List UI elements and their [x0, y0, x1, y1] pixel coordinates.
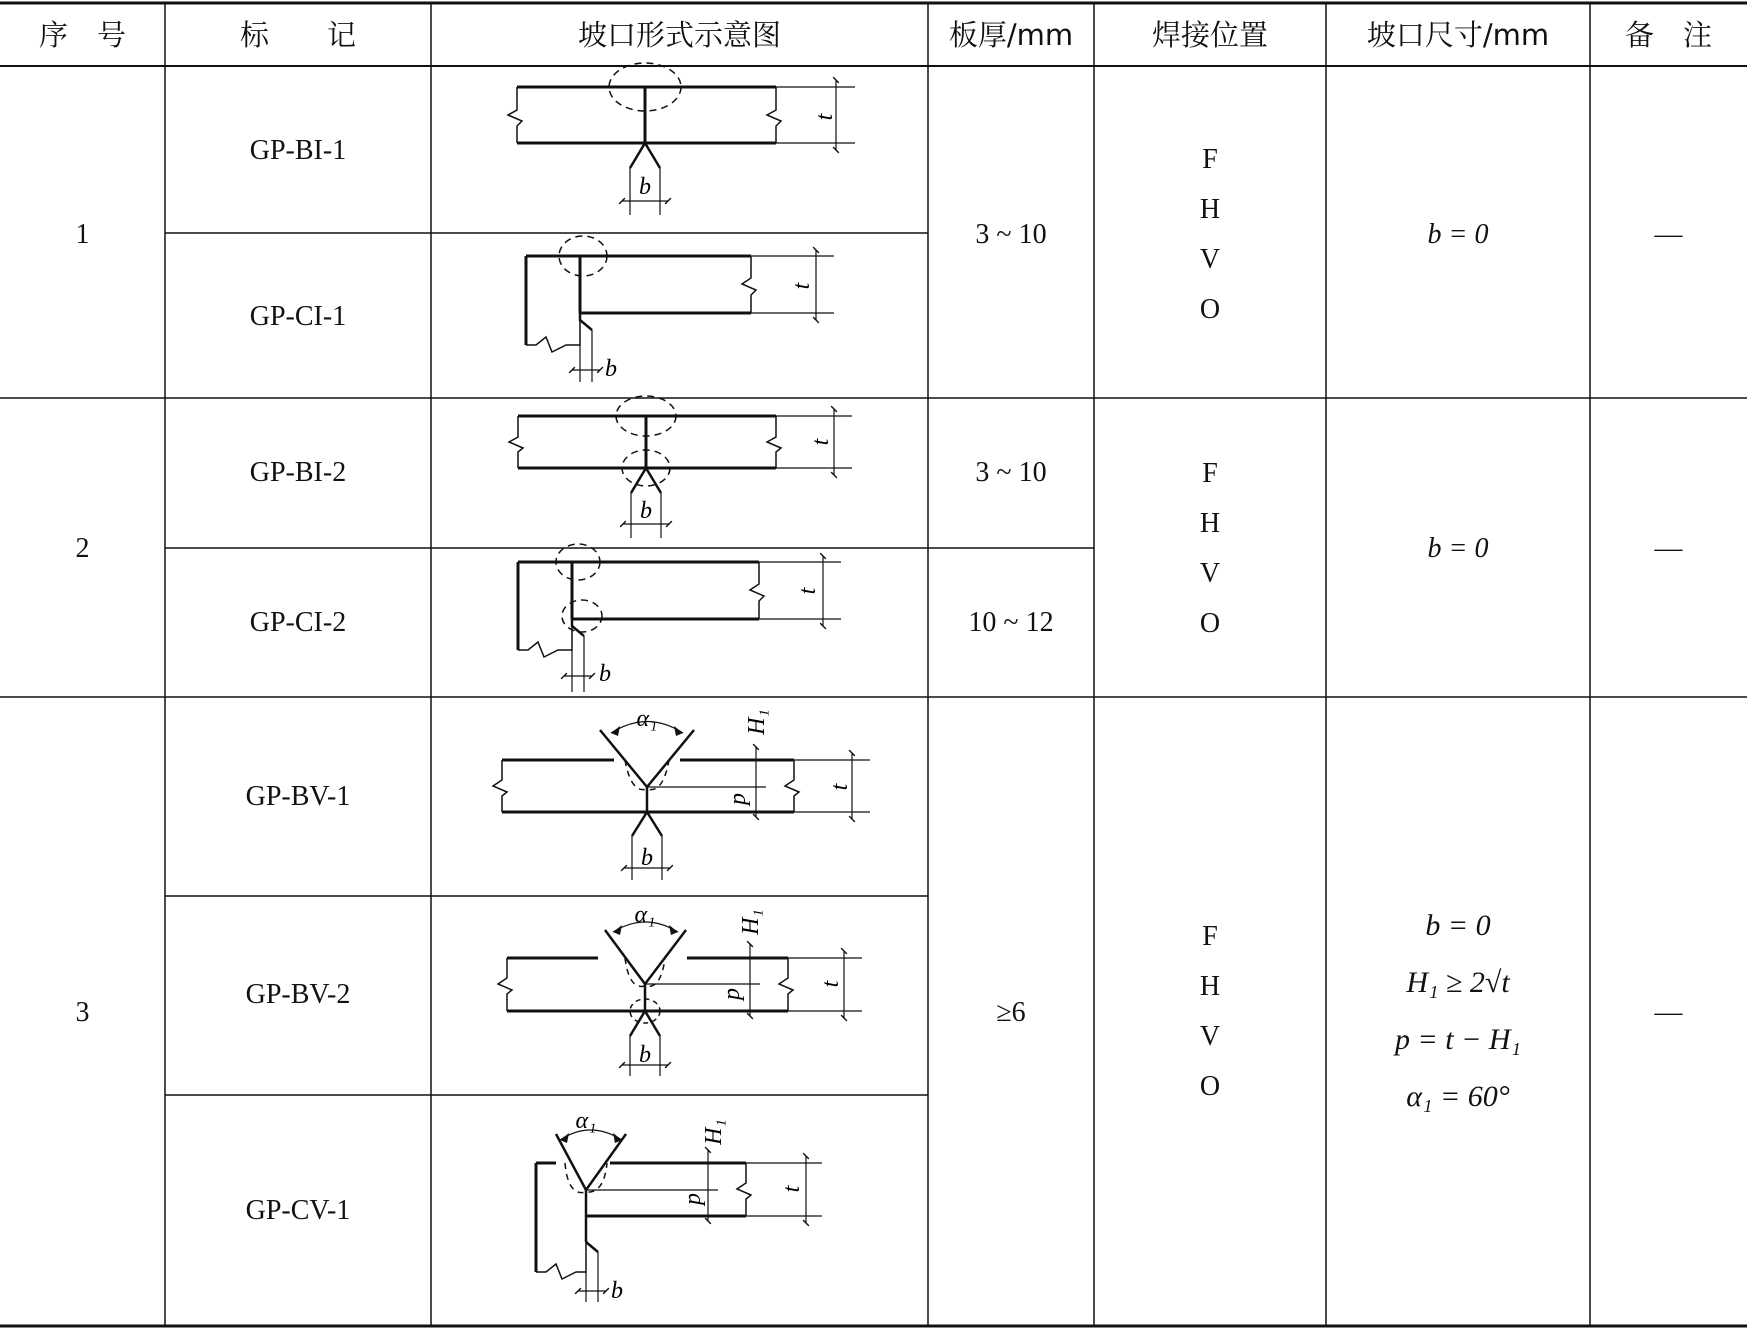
row2-mark-2: GP-CI-2 — [249, 607, 347, 638]
dim-h1: H₁ ≥ 2√t — [1406, 966, 1510, 999]
row1-seq: 1 — [75, 219, 90, 250]
label-p: p — [725, 793, 751, 805]
header-remark: 备 注 — [1624, 18, 1712, 52]
label-t: t — [789, 282, 815, 290]
label-h1: H₁ — [701, 1119, 727, 1145]
row3-mark-3: GP-CV-1 — [245, 1195, 351, 1226]
position-o: O — [1199, 294, 1221, 325]
header-mark: 标 记 — [239, 18, 356, 52]
position-h: H — [1199, 508, 1221, 539]
label-t: t — [818, 980, 844, 988]
label-t: t — [795, 587, 821, 595]
dim-b: b = 0 — [1425, 909, 1491, 942]
position-f: F — [1202, 921, 1218, 952]
position-v: V — [1199, 1021, 1221, 1052]
row1-thickness: 3 ~ 10 — [975, 219, 1047, 250]
header-diagram: 坡口形式示意图 — [577, 18, 781, 52]
label-b: b — [639, 174, 651, 200]
row3-thickness: ≥6 — [996, 997, 1026, 1028]
label-h1: H₁ — [744, 709, 770, 735]
row1-mark-2: GP-CI-1 — [249, 301, 347, 332]
label-b: b — [639, 1042, 651, 1068]
label-t: t — [812, 113, 838, 121]
position-f: F — [1202, 144, 1218, 175]
header-position: 焊接位置 — [1151, 18, 1268, 52]
label-b: b — [611, 1278, 623, 1304]
row2-seq: 2 — [75, 533, 90, 564]
row2-mark-1: GP-BI-2 — [249, 457, 347, 488]
position-f: F — [1202, 458, 1218, 489]
diagram-gp-ci-2 — [518, 544, 841, 692]
dim-alpha: α₁ = 60° — [1406, 1080, 1510, 1113]
diagram-gp-bv-1 — [493, 722, 870, 881]
row3-mark-2: GP-BV-2 — [245, 979, 351, 1010]
row1-remark: — — [1654, 219, 1683, 250]
dim-p: p = t − H₁ — [1395, 1023, 1521, 1056]
label-b: b — [599, 661, 611, 687]
row3-remark: — — [1654, 997, 1683, 1028]
position-h: H — [1199, 971, 1221, 1002]
label-alpha1: α₁ — [634, 902, 656, 928]
row2-dims: b = 0 — [1427, 533, 1489, 564]
diagram-gp-ci-1 — [526, 236, 834, 382]
row2-remark: — — [1654, 533, 1683, 564]
row3-seq: 3 — [75, 997, 90, 1028]
label-alpha1: α₁ — [636, 706, 658, 732]
header-seq: 序 号 — [38, 18, 126, 52]
label-h1: H₁ — [738, 909, 764, 935]
row3-mark-1: GP-BV-1 — [245, 781, 351, 812]
position-v: V — [1199, 244, 1221, 275]
header-thickness: 板厚/mm — [948, 18, 1074, 52]
position-o: O — [1199, 1071, 1221, 1102]
label-p: p — [680, 1193, 706, 1205]
row2-thickness-2: 10 ~ 12 — [968, 607, 1054, 638]
position-h: H — [1199, 194, 1221, 225]
diagram-gp-bi-1 — [508, 63, 855, 215]
label-t: t — [779, 1185, 805, 1193]
label-t: t — [808, 438, 834, 446]
label-t: t — [827, 783, 853, 791]
diagram-gp-bv-2 — [498, 922, 862, 1076]
label-b: b — [641, 845, 653, 871]
label-b: b — [605, 356, 617, 382]
diagram-gp-cv-1 — [536, 1130, 822, 1302]
header-dims: 坡口尺寸/mm — [1366, 18, 1550, 52]
position-v: V — [1199, 558, 1221, 589]
position-o: O — [1199, 608, 1221, 639]
label-b: b — [640, 498, 652, 524]
label-alpha1: α₁ — [575, 1108, 597, 1134]
diagram-gp-bi-2 — [509, 396, 852, 538]
row1-dims: b = 0 — [1427, 219, 1489, 250]
row2-thickness-1: 3 ~ 10 — [975, 457, 1047, 488]
label-p: p — [719, 988, 745, 1000]
row1-mark-1: GP-BI-1 — [249, 135, 347, 166]
